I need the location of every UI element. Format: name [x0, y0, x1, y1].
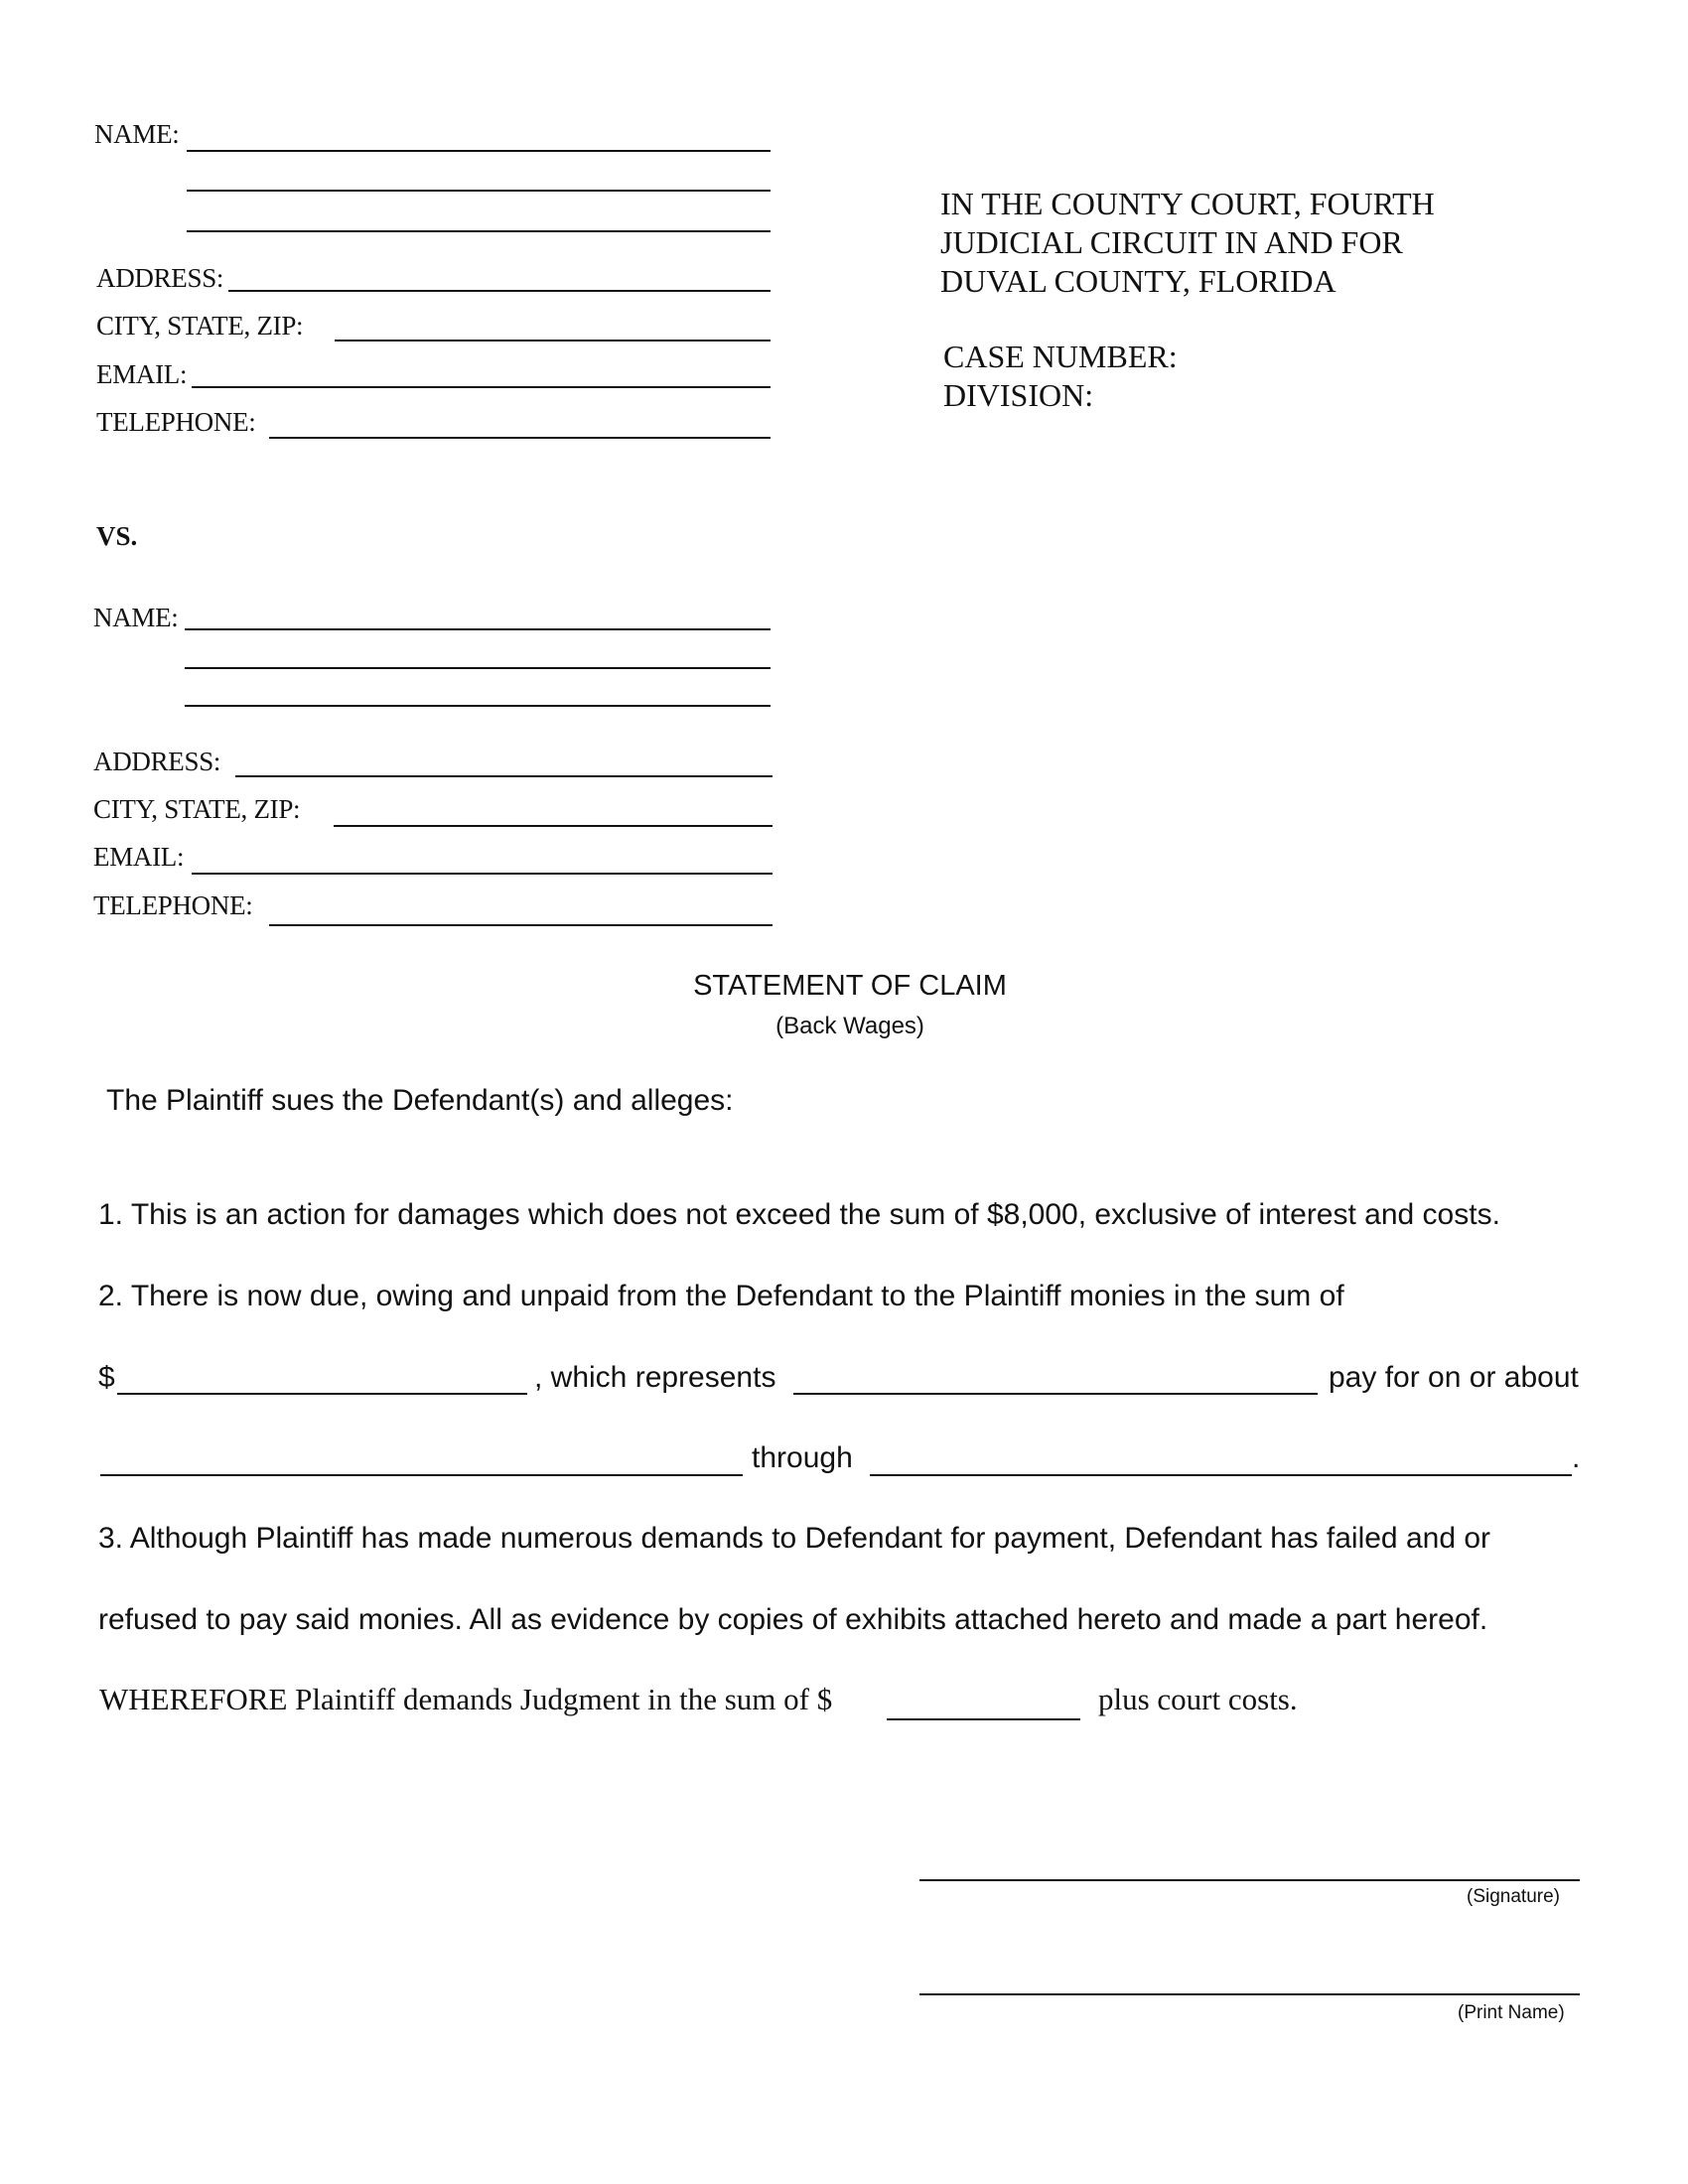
defendant-address-label: ADDRESS: [93, 747, 221, 776]
plaintiff-name-field-3[interactable] [187, 230, 771, 232]
through-text: through [752, 1441, 853, 1474]
court-line-2: JUDICIAL CIRCUIT IN AND FOR [940, 224, 1403, 260]
plaintiff-telephone-field[interactable] [269, 437, 771, 439]
defendant-city-label: CITY, STATE, ZIP: [93, 794, 301, 824]
defendant-name-field-1[interactable] [185, 628, 771, 630]
court-heading [940, 185, 1435, 301]
defendant-city-field[interactable] [334, 825, 773, 827]
statement-title: STATEMENT OF CLAIM [693, 970, 1007, 1002]
paragraph-1: 1. This is an action for damages which does not exceed the sum of $8,000, exclusive of interest and costs. [98, 1198, 1500, 1231]
plaintiff-name-field-2[interactable] [187, 190, 771, 192]
defendant-telephone-label: TELEPHONE: [93, 890, 253, 920]
plaintiff-email-field[interactable] [192, 386, 771, 388]
print-name-field[interactable] [919, 1993, 1580, 1995]
paragraph-2: 2. There is now due, owing and unpaid from the Defendant to the Plaintiff monies in the sum of [98, 1280, 1344, 1312]
plus-costs-text: plus court costs. [1098, 1682, 1298, 1716]
plaintiff-city-label: CITY, STATE, ZIP: [96, 311, 304, 341]
plaintiff-address-field[interactable] [228, 290, 771, 292]
paragraph-3a: 3. Although Plaintiff has made numerous demands to Defendant for payment, Defendant has failed and or [98, 1522, 1491, 1555]
case-info [943, 338, 1178, 415]
plaintiff-email-label: EMAIL: [96, 359, 188, 389]
signature-field[interactable] [919, 1879, 1580, 1881]
defendant-name-label: NAME: [93, 603, 179, 632]
statement-subtitle: (Back Wages) [775, 1013, 924, 1039]
end-date-field[interactable] [870, 1474, 1572, 1476]
vs-label: VS. [96, 521, 138, 551]
defendant-name-field-3[interactable] [185, 705, 771, 707]
defendant-email-field[interactable] [192, 873, 773, 875]
print-name-label: (Print Name) [1458, 2002, 1565, 2023]
defendant-address-field[interactable] [235, 775, 773, 777]
intro-text: The Plaintiff sues the Defendant(s) and alleges: [106, 1084, 734, 1117]
plaintiff-telephone-label: TELEPHONE: [96, 407, 256, 437]
division-label: DIVISION: [943, 377, 1094, 413]
which-represents-text: , which represents [534, 1361, 776, 1394]
start-date-field[interactable] [100, 1474, 743, 1476]
amount-due-field[interactable] [117, 1393, 527, 1395]
court-line-3: DUVAL COUNTY, FLORIDA [940, 263, 1336, 299]
judgment-amount-field[interactable] [887, 1718, 1080, 1720]
defendant-telephone-field[interactable] [269, 924, 773, 926]
paragraph-3b: refused to pay said monies. All as evidence by copies of exhibits attached hereto and made a part hereof. [98, 1603, 1488, 1636]
plaintiff-city-field[interactable] [335, 340, 771, 341]
period-text: . [1572, 1441, 1581, 1474]
dollar-sign: $ [98, 1361, 115, 1394]
plaintiff-name-field-1[interactable] [187, 150, 771, 152]
court-line-1: IN THE COUNTY COURT, FOURTH [940, 186, 1435, 221]
pay-type-field[interactable] [793, 1393, 1318, 1395]
wherefore-text: WHEREFORE Plaintiff demands Judgment in the sum of $ [99, 1682, 833, 1716]
plaintiff-name-label: NAME: [94, 119, 180, 149]
plaintiff-address-label: ADDRESS: [96, 263, 224, 293]
defendant-email-label: EMAIL: [93, 842, 185, 872]
case-number-label: CASE NUMBER: [943, 339, 1178, 374]
signature-label: (Signature) [1467, 1886, 1560, 1907]
defendant-name-field-2[interactable] [185, 667, 771, 669]
pay-for-text: pay for on or about [1329, 1361, 1579, 1394]
